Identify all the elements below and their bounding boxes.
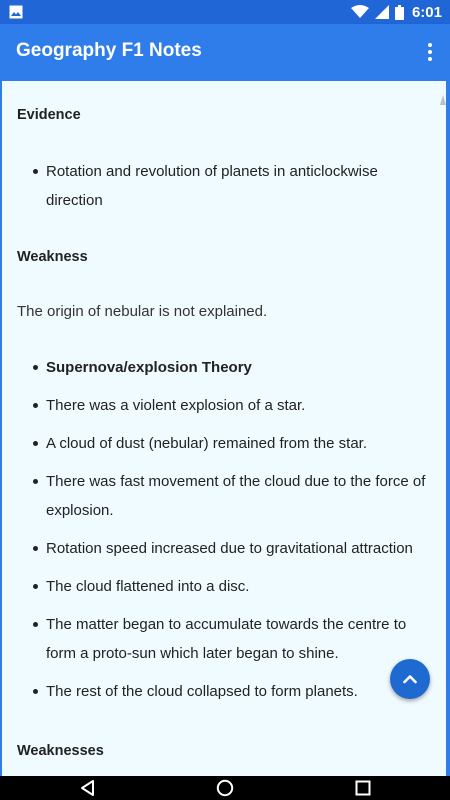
list-item: There was fast movement of the cloud due to the force of explosion.	[2, 467, 442, 525]
navigation-bar	[0, 776, 450, 800]
list-item: A cloud of dust (nebular) remained from the star.	[2, 429, 442, 458]
app-bar	[0, 24, 450, 79]
list-item: Supernova/explosion Theory	[2, 353, 442, 382]
wifi-icon	[351, 5, 369, 19]
content-frame	[0, 79, 450, 776]
scroll-top-button[interactable]	[390, 659, 430, 699]
back-icon[interactable]	[79, 779, 97, 797]
list-item: The matter began to accumulate towards the centre to form a proto-sun which later began to shine.	[2, 610, 442, 668]
list-item: There was a violent explosion of a star.	[2, 391, 442, 420]
recents-icon[interactable]	[354, 779, 372, 797]
home-icon[interactable]	[216, 779, 234, 797]
cellular-signal-icon	[375, 5, 389, 19]
scroll-indicator[interactable]	[440, 95, 446, 105]
weaknesses-heading: Weaknesses	[17, 743, 104, 759]
status-bar	[0, 0, 450, 24]
notes-content[interactable]	[2, 81, 446, 776]
more-vert-icon[interactable]	[420, 38, 440, 66]
weakness-text: The origin of nebular is not explained.	[17, 303, 268, 320]
list-item: Rotation speed increased due to gravitational attraction	[2, 534, 442, 563]
weakness-heading: Weakness	[17, 249, 88, 265]
list-item: Rotation and revolution of planets in anticlockwise direction	[2, 157, 442, 215]
evidence-heading: Evidence	[17, 107, 81, 123]
app-title: Geography F1 Notes	[16, 40, 202, 61]
battery-icon	[395, 5, 404, 20]
list-item: The rest of the cloud collapsed to form planets.	[2, 677, 442, 706]
list-item: The cloud flattened into a disc.	[2, 572, 442, 601]
image-icon	[9, 5, 23, 19]
evidence-list	[2, 157, 442, 215]
theory-list	[2, 353, 442, 706]
chevron-up-icon	[403, 674, 417, 684]
status-time: 6:01	[411, 3, 442, 21]
